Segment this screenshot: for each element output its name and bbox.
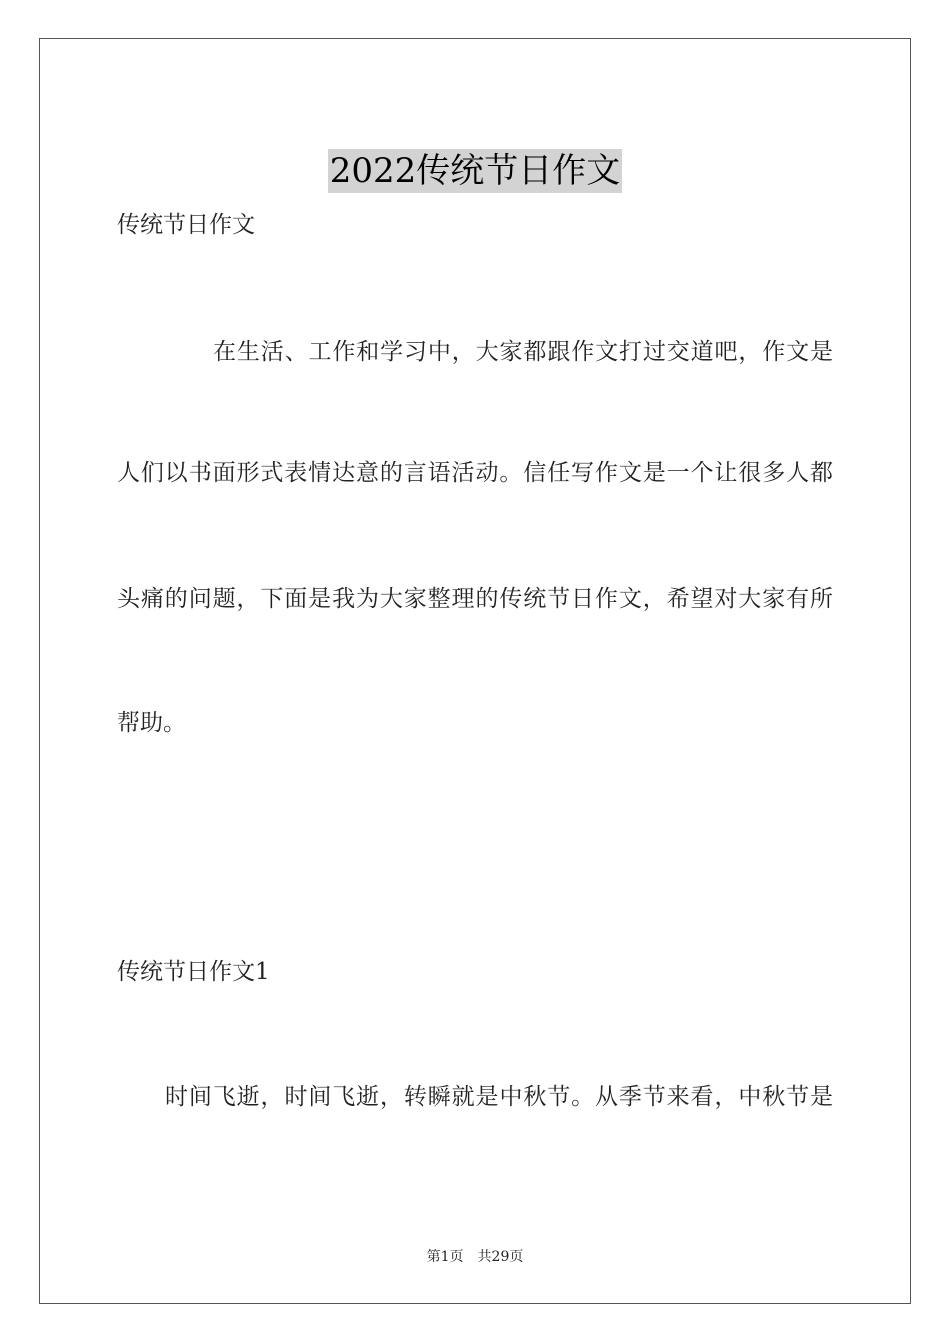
intro-line-2: 人们以书面形式表情达意的言语活动。信任写作文是一个让很多人都 — [117, 460, 833, 486]
page-footer — [0, 1246, 950, 1266]
section-line-1: 时间飞逝，时间飞逝，转瞬就是中秋节。从季节来看，中秋节是 — [165, 1084, 833, 1110]
document-title: 2022传统节日作文 — [329, 150, 621, 191]
intro-line-4: 帮助。 — [117, 710, 186, 736]
intro-line-1: 在生活、工作和学习中，大家都跟作文打过交道吧，作文是 — [213, 339, 833, 365]
document-subtitle: 传统节日作文 — [117, 212, 255, 238]
intro-line-3: 头痛的问题，下面是我为大家整理的传统节日作文，希望对大家有所 — [117, 586, 833, 612]
section-heading: 传统节日作文1 — [117, 959, 270, 985]
title-container — [0, 126, 950, 216]
page-number: 第1页 — [426, 1249, 464, 1265]
page-total: 共29页 — [477, 1249, 524, 1265]
